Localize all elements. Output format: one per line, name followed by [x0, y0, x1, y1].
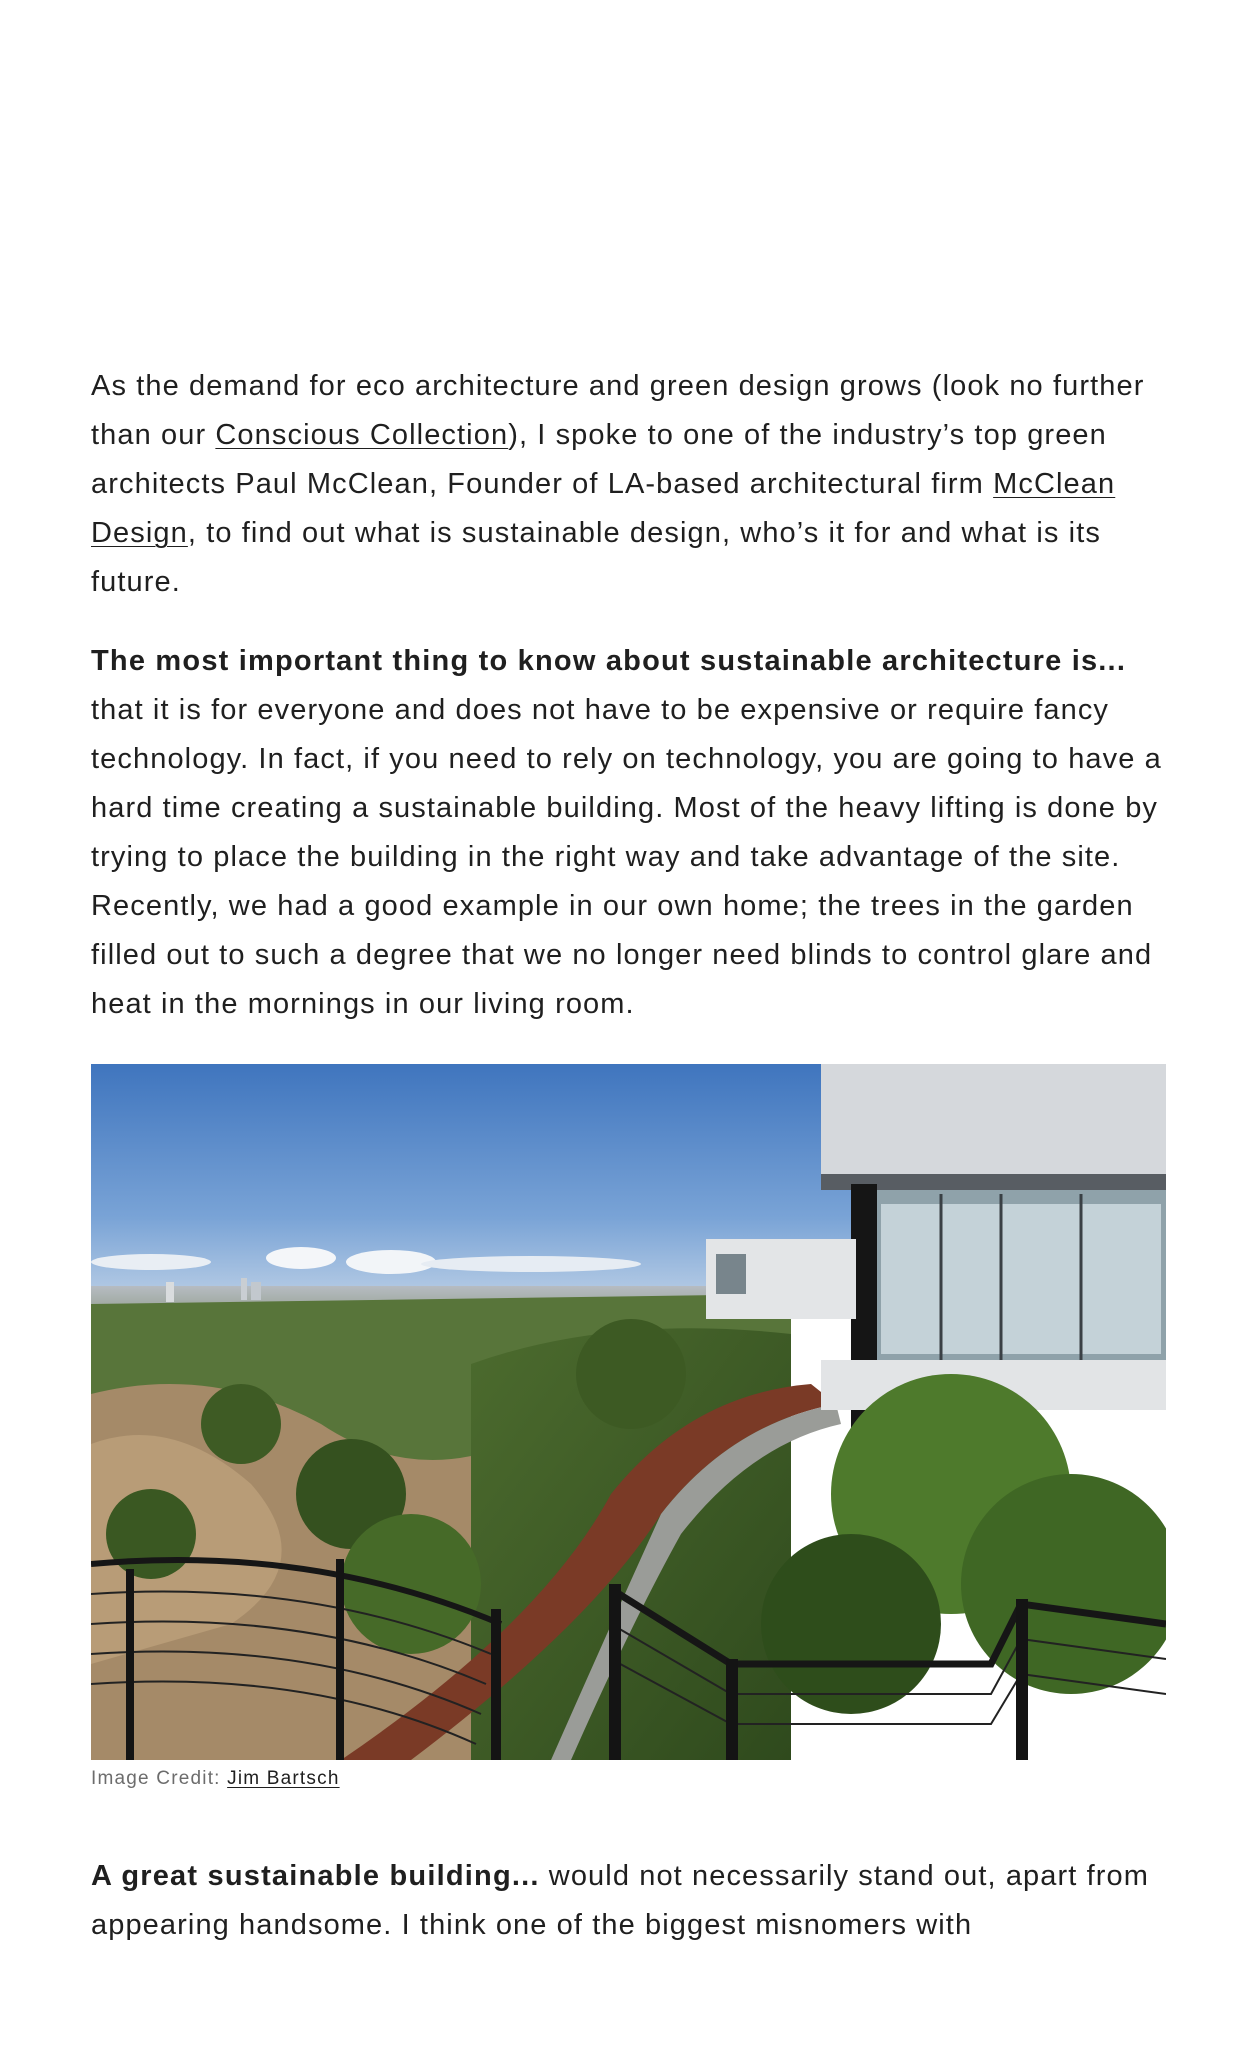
image-credit-caption — [91, 1764, 1166, 1794]
mcclean-design-link[interactable]: McClean Design — [91, 468, 1116, 549]
intro-text-1: As the demand for eco architecture and green design grows (look no further than our — [91, 370, 1145, 451]
great-building-paragraph — [91, 1852, 1166, 1950]
intro-text-2: ), I spoke to one of the industry’s top green architects Paul McClean, Founder of LA-based architectural firm — [91, 419, 1107, 500]
article-body — [91, 362, 1166, 1950]
great-building-body: would not necessarily stand out, apart from appearing handsome. I think one of the biggest misnomers with — [91, 1860, 1149, 1941]
hillside-house-photo — [91, 1064, 1166, 1760]
important-thing-lead: The most important thing to know about sustainable architecture is... — [91, 645, 1127, 677]
important-thing-paragraph — [91, 637, 1166, 1029]
intro-text-3: , to find out what is sustainable design, who’s it for and what is its future. — [91, 517, 1101, 598]
house-photo-figure — [91, 1064, 1166, 1760]
image-credit-prefix: Image Credit: — [91, 1768, 228, 1789]
intro-paragraph — [91, 362, 1166, 607]
jim-bartsch-link[interactable]: Jim Bartsch — [227, 1768, 340, 1789]
important-thing-body: that it is for everyone and does not have to be expensive or require fancy technology. In fact, if you need to rely on technology, you are going to have a hard time creating a sustainable building. Most of the heavy lifting is done by trying to place the building in the right way and take advantage of the site. Recently, we had a good example in our own home; the trees in the garden filled out to such a degree that we no longer need blinds to control glare and heat in the mornings in our living room. — [91, 694, 1162, 1020]
great-building-lead: A great sustainable building... — [91, 1860, 540, 1892]
conscious-collection-link[interactable]: Conscious Collection — [215, 419, 509, 451]
